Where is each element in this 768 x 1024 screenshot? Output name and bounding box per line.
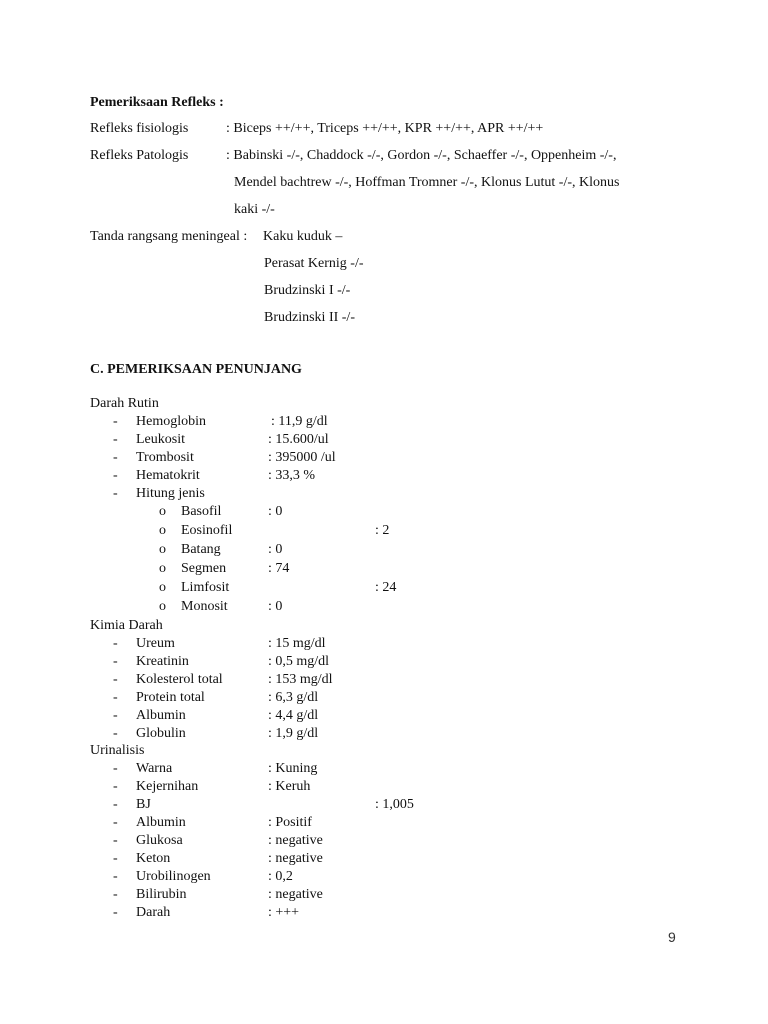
lab-item-name: Kolesterol total <box>136 672 223 687</box>
lab-item-value: : +++ <box>268 905 300 920</box>
list-bullet: - <box>113 815 118 830</box>
lab-subitem-name: Basofil <box>181 504 222 519</box>
list-bullet: - <box>113 654 118 669</box>
list-bullet: - <box>113 887 118 902</box>
refleks-patologis-line1: : Babinski -/-, Chaddock -/-, Gordon -/-, Schaeffer -/-, Oppenheim -/-, <box>226 148 617 163</box>
lab-subitem-value: : 0 <box>268 542 283 557</box>
lab-item-name: Ureum <box>136 636 175 651</box>
list-bullet: - <box>113 486 118 501</box>
lab-subitem-value: : 0 <box>268 599 283 614</box>
lab-subitem-name: Eosinofil <box>181 523 233 538</box>
page-number: 9 <box>668 929 676 945</box>
list-bullet: - <box>113 905 118 920</box>
lab-item-name: Bilirubin <box>136 887 187 902</box>
lab-item-value: : negative <box>268 887 323 902</box>
lab-item-name: Kejernihan <box>136 779 199 794</box>
sublist-bullet: o <box>159 561 166 576</box>
lab-subitem-name: Batang <box>181 542 221 557</box>
lab-subitem-value: : 0 <box>268 504 283 519</box>
lab-item-value: : 0,5 mg/dl <box>268 654 330 669</box>
sublist-bullet: o <box>159 599 166 614</box>
lab-item-value: : 0,2 <box>268 869 293 884</box>
lab-item-value: : 33,3 % <box>268 468 316 483</box>
lab-item-name: Globulin <box>136 726 186 741</box>
lab-subitem-value: : 24 <box>375 580 397 595</box>
list-bullet: - <box>113 779 118 794</box>
lab-item-value: : 6,3 g/dl <box>268 690 319 705</box>
lab-item-value: : 1,9 g/dl <box>268 726 319 741</box>
lab-item-value: : 15 mg/dl <box>268 636 326 651</box>
lab-item-value: : Kuning <box>268 761 318 776</box>
lab-item-value: : negative <box>268 851 323 866</box>
sublist-bullet: o <box>159 504 166 519</box>
lab-item-name: Hematokrit <box>136 468 200 483</box>
sublist-bullet: o <box>159 580 166 595</box>
list-bullet: - <box>113 869 118 884</box>
section-c-title: C. PEMERIKSAAN PENUNJANG <box>90 362 302 377</box>
list-bullet: - <box>113 450 118 465</box>
lab-item-value: : 11,9 g/dl <box>271 414 328 429</box>
lab-item-name: Hitung jenis <box>136 486 205 501</box>
kimia-darah-title: Kimia Darah <box>90 618 163 633</box>
lab-item-name: Protein total <box>136 690 205 705</box>
meningeal-item: Kaku kuduk – <box>263 229 343 244</box>
lab-item-value: : 153 mg/dl <box>268 672 333 687</box>
meningeal-item: Brudzinski II -/- <box>264 310 355 325</box>
refleks-fisiologis-value: : Biceps ++/++, Triceps ++/++, KPR ++/++, APR ++/++ <box>226 121 544 136</box>
refleks-patologis-label: Refleks Patologis <box>90 148 189 163</box>
lab-item-name: Urobilinogen <box>136 869 211 884</box>
list-bullet: - <box>113 414 118 429</box>
lab-item-value: : negative <box>268 833 323 848</box>
lab-item-name: Hemoglobin <box>136 414 206 429</box>
lab-item-value: : 4,4 g/dl <box>268 708 319 723</box>
lab-item-name: Albumin <box>136 815 186 830</box>
lab-item-name: Glukosa <box>136 833 183 848</box>
list-bullet: - <box>113 432 118 447</box>
meningeal-item: Brudzinski I -/- <box>264 283 351 298</box>
lab-subitem-value: : 74 <box>268 561 290 576</box>
lab-subitem-name: Limfosit <box>181 580 230 595</box>
refleks-patologis-line2: Mendel bachtrew -/-, Hoffman Tromner -/-, Klonus Lutut -/-, Klonus <box>234 175 620 190</box>
darah-rutin-title: Darah Rutin <box>90 396 159 411</box>
lab-item-value: : 15.600/ul <box>268 432 329 447</box>
sublist-bullet: o <box>159 523 166 538</box>
lab-item-name: Kreatinin <box>136 654 189 669</box>
lab-item-value: : 1,005 <box>375 797 414 812</box>
lab-item-name: Keton <box>136 851 171 866</box>
list-bullet: - <box>113 468 118 483</box>
list-bullet: - <box>113 690 118 705</box>
lab-item-value: : Keruh <box>268 779 311 794</box>
lab-item-name: Albumin <box>136 708 186 723</box>
lab-item-name: Trombosit <box>136 450 194 465</box>
lab-item-value: : Positif <box>268 815 312 830</box>
list-bullet: - <box>113 672 118 687</box>
refleks-heading: Pemeriksaan Refleks : <box>90 95 224 110</box>
lab-item-name: Warna <box>136 761 173 776</box>
lab-item-name: Darah <box>136 905 171 920</box>
meningeal-item: Perasat Kernig -/- <box>264 256 364 271</box>
refleks-fisiologis-label: Refleks fisiologis <box>90 121 189 136</box>
list-bullet: - <box>113 726 118 741</box>
lab-subitem-name: Segmen <box>181 561 227 576</box>
list-bullet: - <box>113 833 118 848</box>
urinalisis-title: Urinalisis <box>90 743 145 758</box>
sublist-bullet: o <box>159 542 166 557</box>
lab-subitem-value: : 2 <box>375 523 390 538</box>
meningeal-label: Tanda rangsang meningeal : <box>90 229 248 244</box>
refleks-patologis-line3: kaki -/- <box>234 202 275 217</box>
list-bullet: - <box>113 761 118 776</box>
lab-item-name: Leukosit <box>136 432 185 447</box>
lab-item-name: BJ <box>136 797 151 812</box>
list-bullet: - <box>113 636 118 651</box>
list-bullet: - <box>113 851 118 866</box>
lab-subitem-name: Monosit <box>181 599 228 614</box>
lab-item-value: : 395000 /ul <box>268 450 336 465</box>
list-bullet: - <box>113 797 118 812</box>
list-bullet: - <box>113 708 118 723</box>
